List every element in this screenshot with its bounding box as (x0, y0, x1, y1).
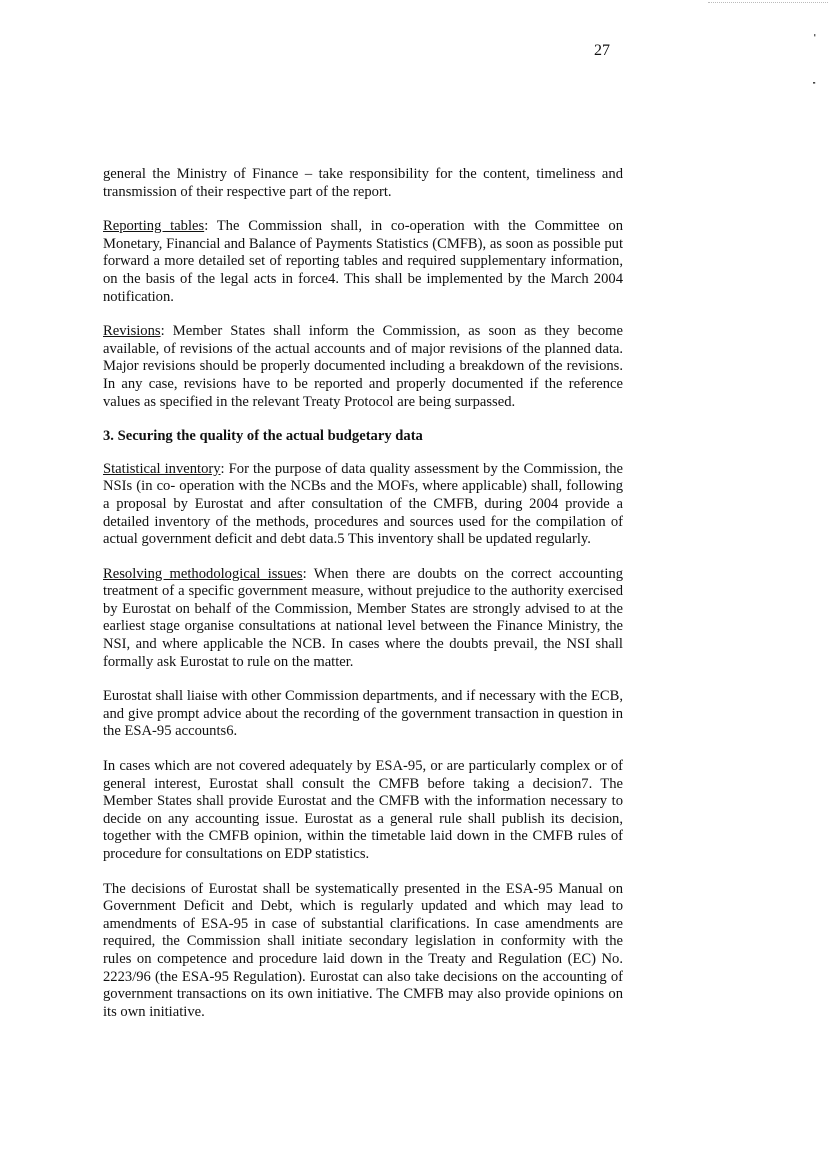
paragraph-intro (103, 166, 623, 201)
paragraph-reporting-tables (103, 218, 623, 306)
paragraph-eurostat-decisions (103, 881, 623, 1022)
scan-marks (742, 0, 832, 100)
paragraph-eurostat-liaise (103, 688, 623, 741)
paragraph-cmfb-consultation (103, 758, 623, 864)
paragraph-methodological-issues (103, 566, 623, 672)
paragraph-text: : When there are doubts on the correct accounting treatment of a specific government measure, without prejudice to the authority exercised by Eurostat on behalf of the Commission, Member States are strongly advised to at the earliest stage organise consultations at national level between the Finance Ministry, the NSI, and where applicable the NCB. In cases where the doubts prevail, the NSI shall formally ask Eurostat to rule on the matter. (103, 565, 623, 670)
paragraph-text: general the Ministry of Finance – take responsibility for the content, timeliness and transmission of their respective part of the report. (103, 166, 623, 200)
section-heading: 3. Securing the quality of the actual budgetary data (103, 428, 423, 445)
paragraph-lead: Statistical inventory (103, 460, 221, 477)
paragraph-text: : For the purpose of data quality assessment by the Commission, the NSIs (in co- operation with the NCBs and the MOFs, where applicable) shall, following a proposal by Eurostat and after consultation of the CMFB, during 2004 provide a detailed inventory of the methods, procedures and sources used for the compilation of actual government deficit and debt data.5 This inventory shall be updated regularly. (103, 460, 623, 548)
paragraph-text: Eurostat shall liaise with other Commission departments, and if necessary with the ECB, and give prompt advice about the recording of the government transaction in question in the ESA-95 accounts6. (103, 688, 623, 740)
paragraph-revisions (103, 323, 623, 411)
paragraph-text: In cases which are not covered adequately by ESA-95, or are particularly complex or of general interest, Eurostat shall consult the CMFB before taking a decision7. The Member States shall provide Eurostat and the CMFB with the information necessary to decide on any accounting issue. Eurostat as a general rule shall publish its decision, together with the CMFB opinion, within the timetable laid down in the CMFB rules of procedure for consultations on EDP statistics. (103, 758, 623, 862)
paragraph-text: The decisions of Eurostat shall be systematically presented in the ESA-95 Manual on Government Deficit and Debt, which is regularly updated and which may lead to amendments of ESA-95 in case of substantial clarifications. In case amendments are required, the Commission shall initiate secondary legislation in conformity with the rules on competence and procedure laid down in the Treaty and Regulation (EC) No. 2223/96 (the ESA-95 Regulation). Eurostat can also take decisions on the accounting of government transactions on its own initiative. The CMFB may also provide opinions on its own initiative. (103, 880, 623, 1020)
scan-speck-top (814, 34, 815, 36)
paragraph-text: : Member States shall inform the Commission, as soon as they become available, of revisions of the actual accounts and of major revisions of the planned data. Major revisions should be properly documented including a breakdown of the revisions. In any case, revisions have to be reported and properly documented if the reference values as specified in the relevant Treaty Protocol are being surpassed. (103, 323, 623, 410)
document-body (103, 166, 623, 1038)
paragraph-statistical-inventory (103, 461, 623, 549)
paragraph-text: : The Commission shall, in co-operation with the Committee on Monetary, Financial and Balance of Payments Statistics (CMFB), as soon as possible put forward a more detailed set of reporting tables and required supplementary information, on the basis of the legal acts in force4. This shall be implemented by the March 2004 notification. (103, 218, 623, 305)
paragraph-lead: Reporting tables (103, 218, 205, 235)
page-number: 27 (594, 42, 610, 59)
paragraph-lead: Revisions (103, 323, 161, 340)
paragraph-lead: Resolving methodological issues (103, 565, 303, 582)
scan-speck-bottom (813, 82, 815, 84)
